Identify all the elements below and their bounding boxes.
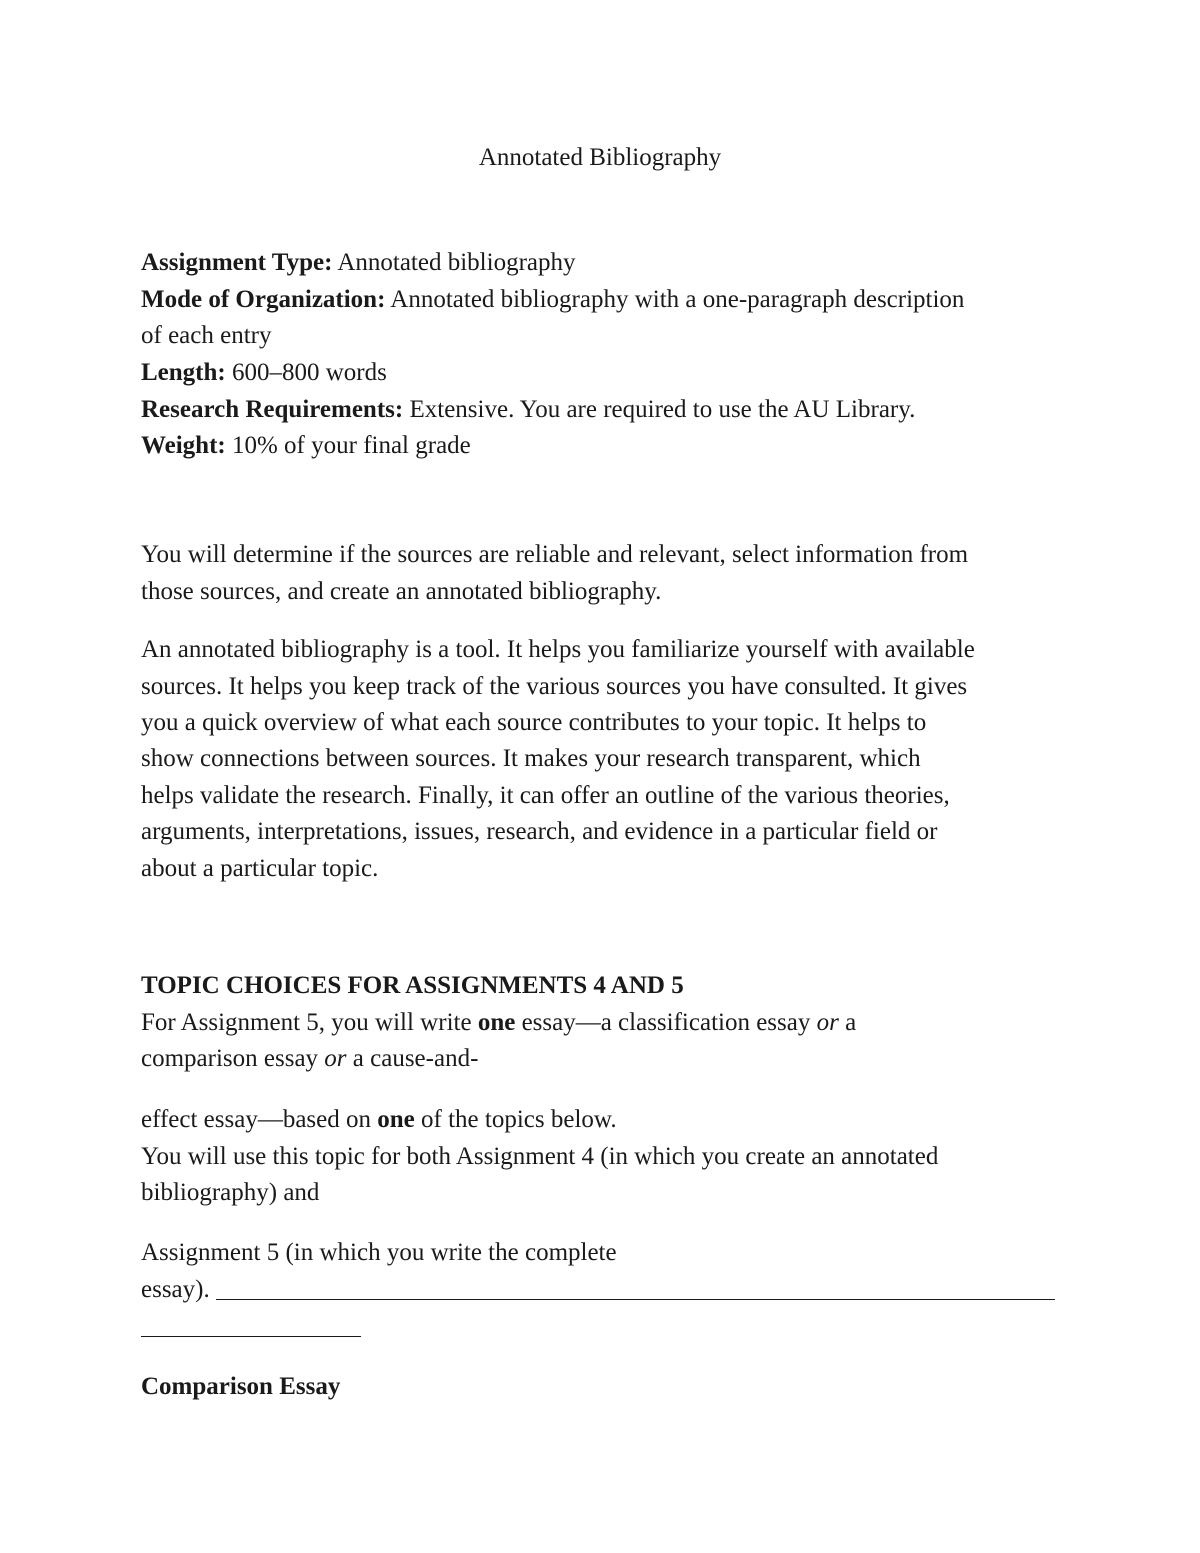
detail-weight — [141, 431, 471, 461]
body-line: helps validate the research. Finally, it can offer an outline of the various theories, — [141, 782, 950, 809]
emphasis-bold: one — [477, 1009, 516, 1036]
detail-value: 10% of your final grade — [225, 432, 471, 459]
page-title: Annotated Bibliography — [478, 144, 722, 171]
detail-value: Extensive. You are required to use the AU Library. — [403, 396, 916, 423]
intro-line: those sources, and create an annotated bibliography. — [141, 578, 662, 605]
body-line: show connections between sources. It makes your research transparent, which — [141, 745, 921, 772]
underline-rule — [141, 1336, 361, 1337]
detail-label: Assignment Type: — [141, 249, 333, 276]
text-run: For Assignment 5, you will write — [141, 1009, 478, 1036]
detail-length — [141, 358, 387, 388]
text-run: of the topics below. — [414, 1106, 617, 1133]
body-line: sources. It helps you keep track of the various sources you have consulted. It gives — [141, 673, 968, 700]
detail-value: Annotated bibliography — [332, 249, 576, 276]
intro-line: You will determine if the sources are reliable and relevant, select information from — [141, 541, 969, 568]
detail-value: Annotated bibliography with a one-paragraph description — [385, 286, 965, 313]
emphasis-bold: one — [377, 1106, 415, 1133]
topics-line: You will use this topic for both Assignment 4 (in which you create an annotated — [141, 1143, 939, 1170]
body-line: about a particular topic. — [141, 855, 379, 882]
underline-rule — [216, 1299, 1055, 1300]
detail-label: Research Requirements: — [141, 396, 404, 423]
text-run: effect essay—based on — [141, 1106, 378, 1133]
text-run: essay—a classification essay — [515, 1009, 817, 1036]
text-run: a cause-and- — [346, 1045, 479, 1072]
emphasis-italic: or — [816, 1009, 839, 1036]
detail-value: 600–800 words — [225, 359, 387, 386]
emphasis-italic: or — [324, 1045, 347, 1072]
detail-continuation: of each entry — [141, 322, 272, 349]
topics-heading: TOPIC CHOICES FOR ASSIGNMENTS 4 AND 5 — [141, 972, 684, 999]
body-line: An annotated bibliography is a tool. It helps you familiarize yourself with available — [141, 636, 975, 663]
topics-line: essay). — [141, 1276, 210, 1303]
text-run: a — [838, 1009, 857, 1036]
detail-label: Length: — [141, 359, 226, 386]
topics-line — [141, 1008, 856, 1038]
body-line: you a quick overview of what each source contributes to your topic. It helps to — [141, 709, 927, 736]
section-heading: Comparison Essay — [141, 1373, 341, 1400]
detail-label: Mode of Organization: — [141, 286, 386, 313]
text-run: comparison essay — [141, 1045, 325, 1072]
detail-label: Weight: — [141, 432, 226, 459]
topics-line: Assignment 5 (in which you write the complete — [141, 1239, 617, 1266]
topics-line: bibliography) and — [141, 1179, 320, 1206]
detail-mode-of-organization — [141, 285, 964, 315]
body-line: arguments, interpretations, issues, research, and evidence in a particular field or — [141, 818, 938, 845]
topics-line — [141, 1105, 617, 1135]
detail-assignment-type — [141, 248, 576, 278]
topics-line — [141, 1044, 478, 1074]
detail-research-requirements — [141, 395, 915, 425]
